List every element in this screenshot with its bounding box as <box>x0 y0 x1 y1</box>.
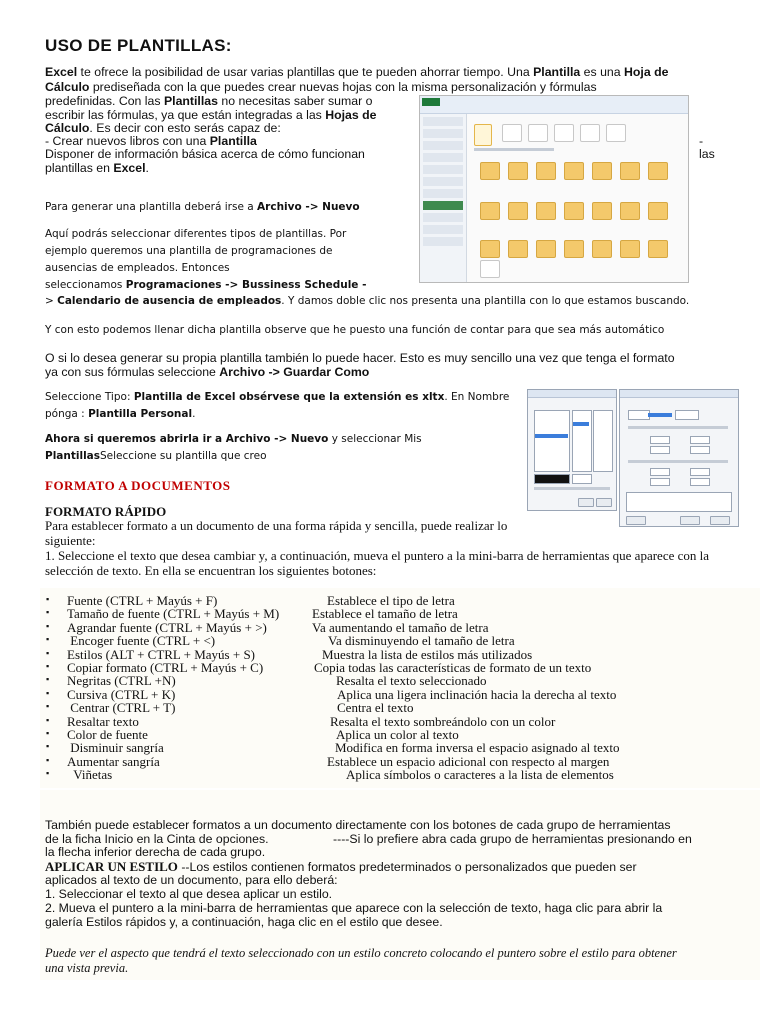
formato-heading: FORMATO A DOCUMENTOS <box>45 478 231 493</box>
intro-line-3 <box>45 94 415 109</box>
shortcut-description: Modifica en forma inversa el espacio asignado al texto <box>335 740 620 756</box>
bullet-icon: ▪ <box>46 634 50 645</box>
tambien-line-2a: de la ficha Inicio en la Cinta de opciones. <box>45 832 269 846</box>
bullet-icon: ▪ <box>46 754 50 765</box>
sel-text: . En Nombre <box>444 391 510 403</box>
excel-word: Excel <box>113 161 146 175</box>
ahora-bold: Plantillas <box>45 450 101 462</box>
aqui-line <box>45 277 415 294</box>
sel-bold: Plantilla de Excel obsérvese que la extensión es xltx <box>133 391 445 403</box>
excel-templates-screenshot <box>419 95 689 283</box>
shortcut-label: Color de fuente <box>67 727 148 742</box>
aqui-path: Programaciones -> Bussiness Schedule - <box>125 279 367 291</box>
aplicar-heading: APLICAR UN ESTILO <box>45 859 178 874</box>
backstage-sidebar <box>420 114 467 282</box>
shortcut-description: Va aumentando el tamaño de letra <box>312 619 489 635</box>
aplicar-line-5: galería Estilos rápidos y, a continuación, haga clic en el estilo que desee. <box>45 915 443 929</box>
intro-text: predefinidas. Con las <box>45 94 164 108</box>
shortcut-label: Estilos (ALT + CTRL + Mayús + S) <box>67 646 255 662</box>
aplicar-line-2: aplicados al texto de un documento, para ello deberá: <box>45 873 338 887</box>
shortcut-label: Agrandar fuente (CTRL + Mayús + >) <box>67 619 267 635</box>
calculo-word: Cálculo <box>45 121 90 135</box>
aqui-text: seleccionamos <box>45 279 126 291</box>
ahora-bold: Ahora si queremos abrirla ir a <box>45 433 226 445</box>
bullet-icon: ▪ <box>46 674 50 685</box>
shortcut-description: Establece el tamaño de letra <box>312 606 458 622</box>
osi-line-2 <box>45 365 760 380</box>
sel-bold: Plantilla Personal <box>88 408 193 420</box>
bullet-icon: ▪ <box>46 687 50 698</box>
shortcut-description: Aplica un color al texto <box>336 727 459 742</box>
ahora-bold: Archivo -> Nuevo <box>225 433 329 445</box>
tambien-line-3: la flecha inferior derecha de cada grupo. <box>45 845 266 859</box>
aqui-line: Aquí podrás seleccionar diferentes tipos de plantillas. Por <box>45 228 347 240</box>
shortcut-label: Copiar formato (CTRL + Mayús + C) <box>67 660 264 675</box>
puede-ver-line-2: una vista previa. <box>45 961 129 975</box>
save-as-dialog-screenshot <box>527 389 617 511</box>
fr-line: 1. Seleccione el texto que desea cambiar y, a continuación, mueva el puntero a la mini-barra de herramientas que aparece con la <box>45 548 710 563</box>
aqui-text: . Y damos doble clic nos presenta una plantilla con lo que estamos buscando. <box>281 295 690 307</box>
osi-text: ya con sus fórmulas seleccione <box>45 365 220 379</box>
bullet-icon: ▪ <box>46 661 50 671</box>
intro-text: . Es decir con esto serás capaz de: <box>89 121 281 135</box>
aplicar-line-3: 1. Seleccionar el texto al que desea aplicar un estilo. <box>45 887 333 901</box>
osi-line-1: O si lo desea generar su propia plantilla también lo puede hacer. Esto es muy sencillo una vez que tenga el formato <box>45 351 675 365</box>
intro-line-2 <box>45 80 750 95</box>
intro-las: las <box>699 147 715 161</box>
intro-line-1 <box>45 65 750 80</box>
intro-dash: - <box>699 134 704 148</box>
aqui-line-5 <box>45 293 760 310</box>
intro-text: te ofrece la posibilidad de usar varias plantillas que te pueden ahorrar tiempo. Una <box>77 65 534 79</box>
page-title: USO DE PLANTILLAS: <box>45 36 232 55</box>
seleccione-paragraph <box>45 389 520 423</box>
aqui-text: > <box>45 295 58 307</box>
aplicar-line-4: 2. Mueva el puntero a la mini-barra de herramientas que aparece con la selección de texto, haga clic para abrir la <box>45 901 663 915</box>
shortcut-label: Fuente (CTRL + Mayús + F) <box>67 593 218 608</box>
file-tab <box>422 98 440 106</box>
plantilla-word: Plantilla <box>209 134 257 148</box>
para-generar-text: Para generar una plantilla deberá irse a <box>45 201 258 213</box>
ahora-line <box>45 431 520 448</box>
excel-word: Excel <box>45 65 78 79</box>
plantillas-word: Plantillas <box>163 94 218 108</box>
shortcut-description: Establece el tipo de letra <box>327 593 455 608</box>
bullet-icon: ▪ <box>46 607 50 618</box>
bullet-icon: ▪ <box>46 701 50 712</box>
bullet-icon: ▪ <box>46 741 50 752</box>
shortcut-label: Disminuir sangría <box>67 740 164 756</box>
fr-line: siguiente: <box>45 533 96 548</box>
aqui-line: ausencias de empleados. Entonces <box>45 262 230 274</box>
shortcut-description: Aplica símbolos o caracteres a la lista de elementos <box>346 767 614 783</box>
puede-ver-line-1: Puede ver el aspecto que tendrá el texto seleccionado con un estilo concreto colocando el puntero sobre el estilo para obtener <box>45 946 677 960</box>
shortcut-description: Muestra la lista de estilos más utilizados <box>322 646 533 662</box>
fr-line: selección de texto. En ella se encuentran los siguientes botones: <box>45 563 377 578</box>
shortcut-description: Establece un espacio adicional con respecto al margen <box>327 753 610 769</box>
tambien-line-2b: ----Si lo prefiere abra cada grupo de herramientas presionando en <box>333 832 692 846</box>
sel-text: Seleccione Tipo: <box>45 391 134 403</box>
intro-text: . <box>145 161 149 175</box>
formato-rapido-heading: FORMATO RÁPIDO <box>45 504 167 519</box>
ahora-paragraph <box>45 431 520 465</box>
ycon-paragraph: Y con esto podemos llenar dicha plantilla observe que he puesto una función de contar para que sea más automático <box>45 324 665 336</box>
shortcut-description: Resalta el texto sombreándolo con un color <box>330 713 556 729</box>
shortcut-label: Viñetas <box>67 767 113 783</box>
plantilla-word: Plantilla <box>533 65 581 79</box>
shortcut-description: Centra el texto <box>337 700 414 716</box>
bullet-icon: ▪ <box>46 620 50 631</box>
shortcut-label: Centrar (CTRL + T) <box>67 700 176 716</box>
seleccione-line <box>45 389 520 406</box>
para-generar <box>45 199 360 216</box>
format-dialog-screenshot <box>619 389 739 527</box>
shortcut-label: Cursiva (CTRL + K) <box>67 686 176 702</box>
bullet-icon: ▪ <box>46 768 50 779</box>
formato-rapido-paragraph <box>45 518 760 578</box>
guardar-como-path: Archivo -> Guardar Como <box>219 365 370 379</box>
intro-text: es una <box>580 65 625 79</box>
bullet-icon: ▪ <box>46 647 50 658</box>
shortcut-label: Resaltar texto <box>67 713 139 729</box>
archivo-nuevo-path: Archivo -> Nuevo <box>257 201 360 213</box>
intro-text: no necesitas saber sumar o <box>217 94 373 108</box>
shortcut-label: Tamaño de fuente (CTRL + Mayús + M) <box>67 606 280 622</box>
shortcut-label: Negritas (CTRL +N) <box>67 673 176 689</box>
shortcut-description: Va disminuyendo el tamaño de letra <box>328 633 515 649</box>
aqui-path: Calendario de ausencia de empleados <box>57 295 282 307</box>
sel-text: . <box>192 408 196 420</box>
tambien-line-1: También puede establecer formatos a un documento directamente con los botones de cada grupo de herramientas <box>45 818 671 832</box>
calculo-word: Cálculo <box>45 80 90 94</box>
shortcut-description: Resalta el texto seleccionado <box>336 673 487 689</box>
intro-text: escribir las fórmulas, ya que están integradas a las <box>45 108 326 122</box>
aqui-paragraph <box>45 226 415 294</box>
templates-gallery <box>470 118 685 278</box>
shortcut-label: Encoger fuente (CTRL + <) <box>67 633 216 649</box>
intro-text: plantillas en <box>45 161 114 175</box>
intro-text: - Crear nuevos libros con una <box>45 134 210 148</box>
ahora-text: Seleccione su plantilla que creo <box>100 450 267 462</box>
sel-text: pónga : <box>45 408 89 420</box>
fr-line: Para establecer formato a un documento de una forma rápida y sencilla, puede realizar lo <box>45 518 508 533</box>
bullet-icon: ▪ <box>46 728 50 738</box>
seleccione-line <box>45 406 520 423</box>
shortcut-label: Aumentar sangría <box>67 753 160 769</box>
intro-line-7: Disponer de información básica acerca de cómo funcionan <box>45 147 365 161</box>
bullet-icon: ▪ <box>46 594 50 604</box>
bullet-icon: ▪ <box>46 714 50 725</box>
shortcut-description: Copia todas las características de formato de un texto <box>314 660 592 675</box>
aplicar-text: --Los estilos contienen formatos predeterminados o personalizados que pueden ser <box>177 860 637 874</box>
ahora-text: y seleccionar Mis <box>328 433 422 445</box>
shortcut-description: Aplica una ligera inclinación hacia la derecha al texto <box>337 686 617 702</box>
hoja-de-word: Hoja de <box>624 65 669 79</box>
ribbon <box>420 96 688 114</box>
intro-line-8 <box>45 161 415 176</box>
aqui-line: ejemplo queremos una plantilla de programaciones de <box>45 245 333 257</box>
hojas-de-word: Hojas de <box>325 108 377 122</box>
ahora-line <box>45 448 520 465</box>
intro-text: prediseñada con la que puedes crear nuevas hojas con la misma personalización y fórmulas <box>89 80 597 94</box>
